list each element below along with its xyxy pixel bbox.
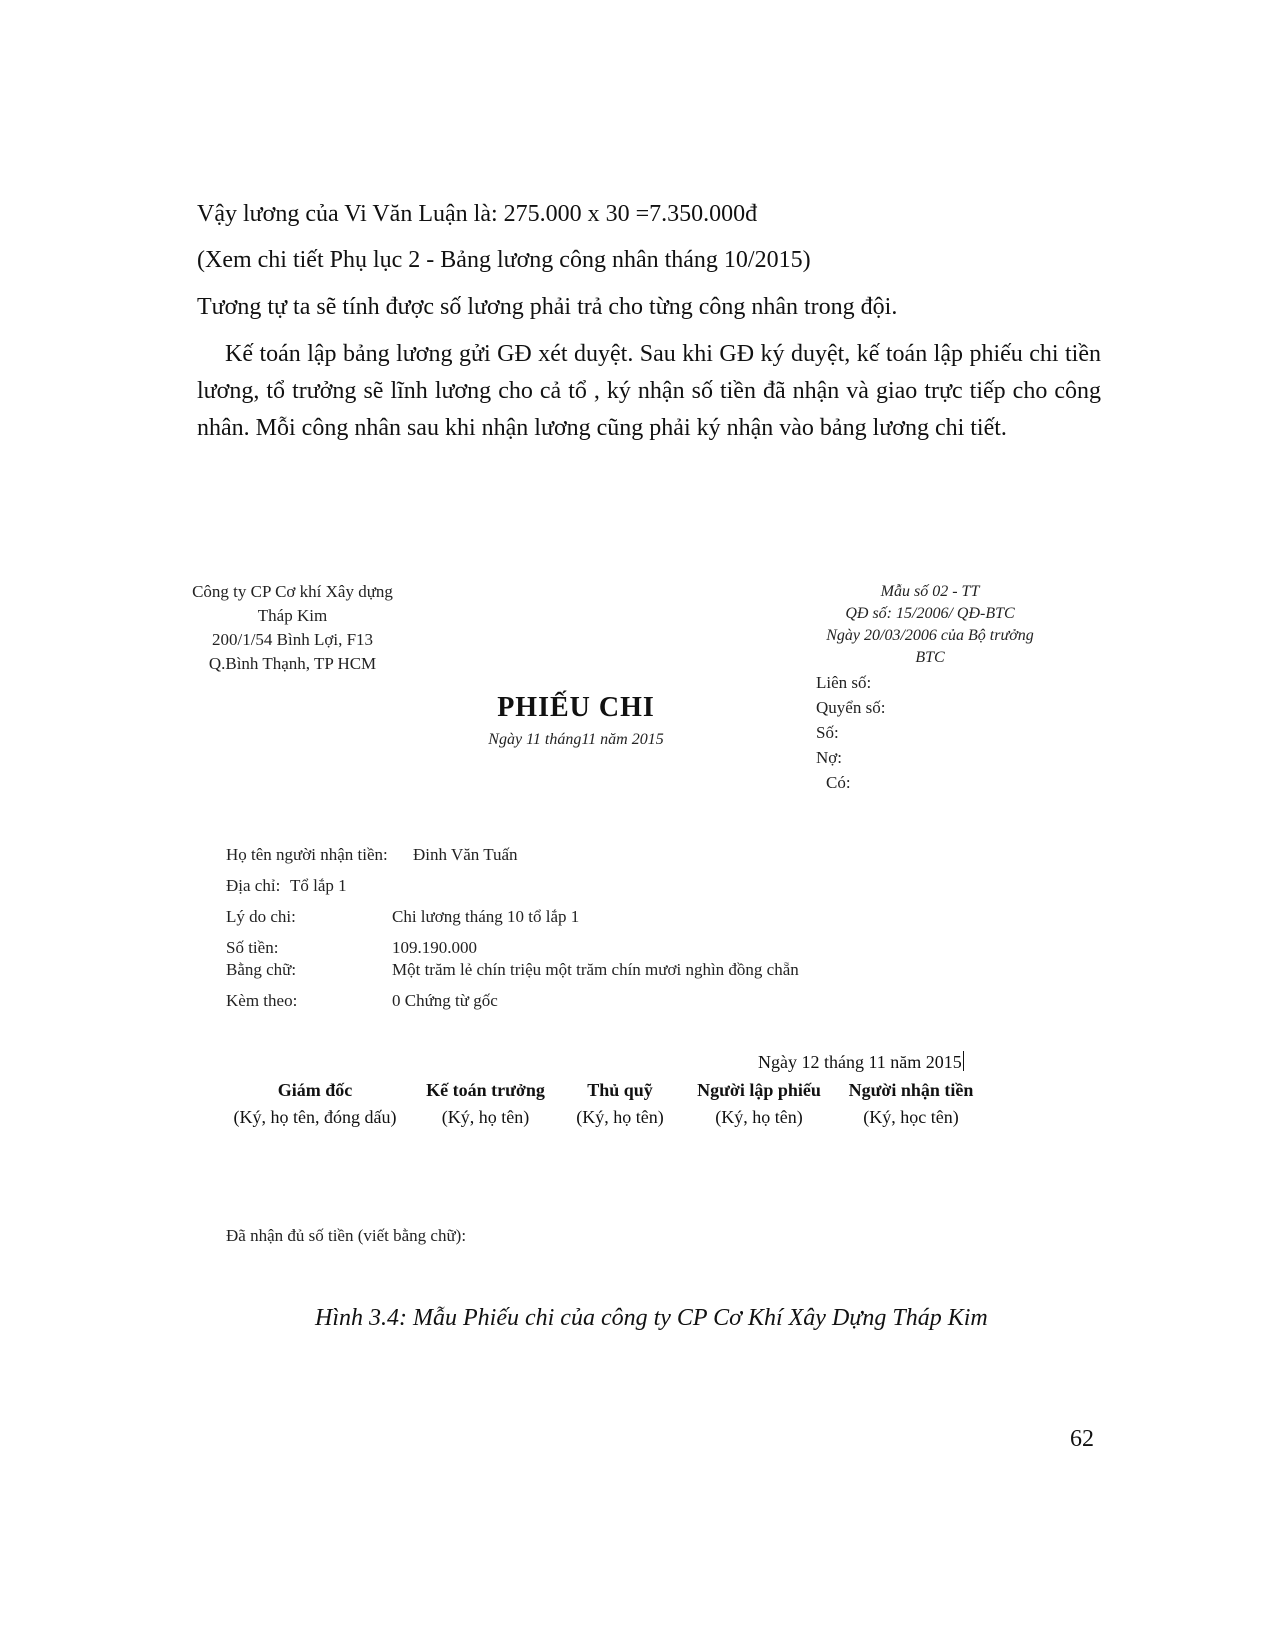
signature-chief-accountant: [418, 1077, 553, 1131]
signature-role: Giám đốc: [277, 1080, 353, 1100]
signature-note: (Ký, họ tên): [715, 1107, 803, 1127]
co-label: Có:: [826, 773, 851, 792]
signature-role: Thủ quỹ: [587, 1080, 653, 1100]
voucher-meta: [816, 670, 885, 795]
attach-label: Kèm theo:: [226, 991, 298, 1010]
decision-number: QĐ số: 15/2006/ QĐ-BTC: [845, 605, 1015, 622]
words-label: Bằng chữ:: [226, 960, 297, 979]
template-number: Mẫu số 02 - TT: [880, 583, 980, 600]
voucher-date: Ngày 11 tháng11 năm 2015: [488, 731, 664, 748]
signature-recipient: [840, 1077, 982, 1131]
signature-role: Kế toán trưởng: [426, 1080, 545, 1100]
amount-label: Số tiền:: [226, 938, 279, 957]
company-block: [165, 580, 420, 676]
signature-role: Người lập phiếu: [697, 1080, 821, 1100]
company-district: Q.Bình Thạnh, TP HCM: [208, 654, 377, 673]
intro-line-3: Tương tự ta sẽ tính được số lương phải trả cho từng công nhân trong đội.: [197, 294, 898, 320]
address-value: Tổ lắp 1: [290, 876, 347, 895]
signature-note: (Ký, họ tên): [576, 1107, 664, 1127]
text-cursor: [963, 1051, 964, 1071]
signature-note: (Ký, học tên): [863, 1107, 959, 1127]
page-number: 62: [1070, 1426, 1094, 1452]
quyen-so-label: Quyển số:: [816, 698, 886, 717]
intro-line-1: Vậy lương của Vi Văn Luận là: 275.000 x 30 =7.350.000đ: [197, 201, 758, 227]
intro-paragraph: Kế toán lập bảng lương gửi GĐ xét duyệt. Sau khi GĐ ký duyệt, kế toán lập phiếu chi tiền lương, tổ trưởng sẽ lĩnh lương cho cả tổ , ký nhận số tiền đã nhận và giao trực tiếp cho công nhân. Mỗi công nhân sau khi nhận lương cũng phải ký nhận vào bảng lương chi tiết.: [197, 341, 1101, 441]
template-info-block: [800, 581, 1060, 669]
amount-value: 109.190.000: [392, 938, 477, 957]
signature-director: [225, 1077, 405, 1131]
decision-issuer: BTC: [915, 649, 945, 666]
figure-caption: Hình 3.4: Mẫu Phiếu chi của công ty CP Cơ Khí Xây Dựng Tháp Kim: [315, 1305, 988, 1331]
company-address: 200/1/54 Bình Lợi, F13: [211, 630, 374, 649]
words-value: Một trăm lẻ chín triệu một trăm chín mươi nghìn đồng chẵn: [392, 960, 799, 979]
voucher-title: PHIẾU CHI: [497, 692, 655, 723]
company-name: Công ty CP Cơ khí Xây dựng: [192, 582, 393, 601]
so-label: Số:: [816, 723, 839, 742]
reason-value: Chi lương tháng 10 tổ lắp 1: [392, 907, 580, 926]
received-note: Đã nhận đủ số tiền (viết bằng chữ):: [226, 1226, 467, 1245]
sign-date-line: [758, 1051, 964, 1073]
decision-date: Ngày 20/03/2006 của Bộ trưởng: [826, 627, 1034, 644]
recipient-value: Đinh Văn Tuấn: [413, 845, 518, 864]
lien-so-label: Liên số:: [816, 673, 872, 692]
reason-label: Lý do chi:: [226, 907, 296, 926]
sign-date: Ngày 12 tháng 11 năm 2015: [758, 1052, 962, 1072]
signature-note: (Ký, họ tên, đóng dấu): [233, 1107, 397, 1127]
signature-cashier: [565, 1077, 675, 1131]
signature-preparer: [688, 1077, 830, 1131]
signature-role: Người nhận tiền: [848, 1080, 974, 1100]
address-label: Địa chỉ:: [226, 876, 281, 895]
attach-value: 0 Chứng từ gốc: [392, 991, 498, 1010]
recipient-label: Họ tên người nhận tiền:: [226, 845, 388, 864]
signature-note: (Ký, họ tên): [441, 1107, 530, 1127]
intro-line-2: (Xem chi tiết Phụ lục 2 - Bảng lương công nhân tháng 10/2015): [197, 247, 811, 273]
no-label: Nợ:: [816, 748, 842, 767]
company-name-2: Tháp Kim: [257, 606, 328, 625]
